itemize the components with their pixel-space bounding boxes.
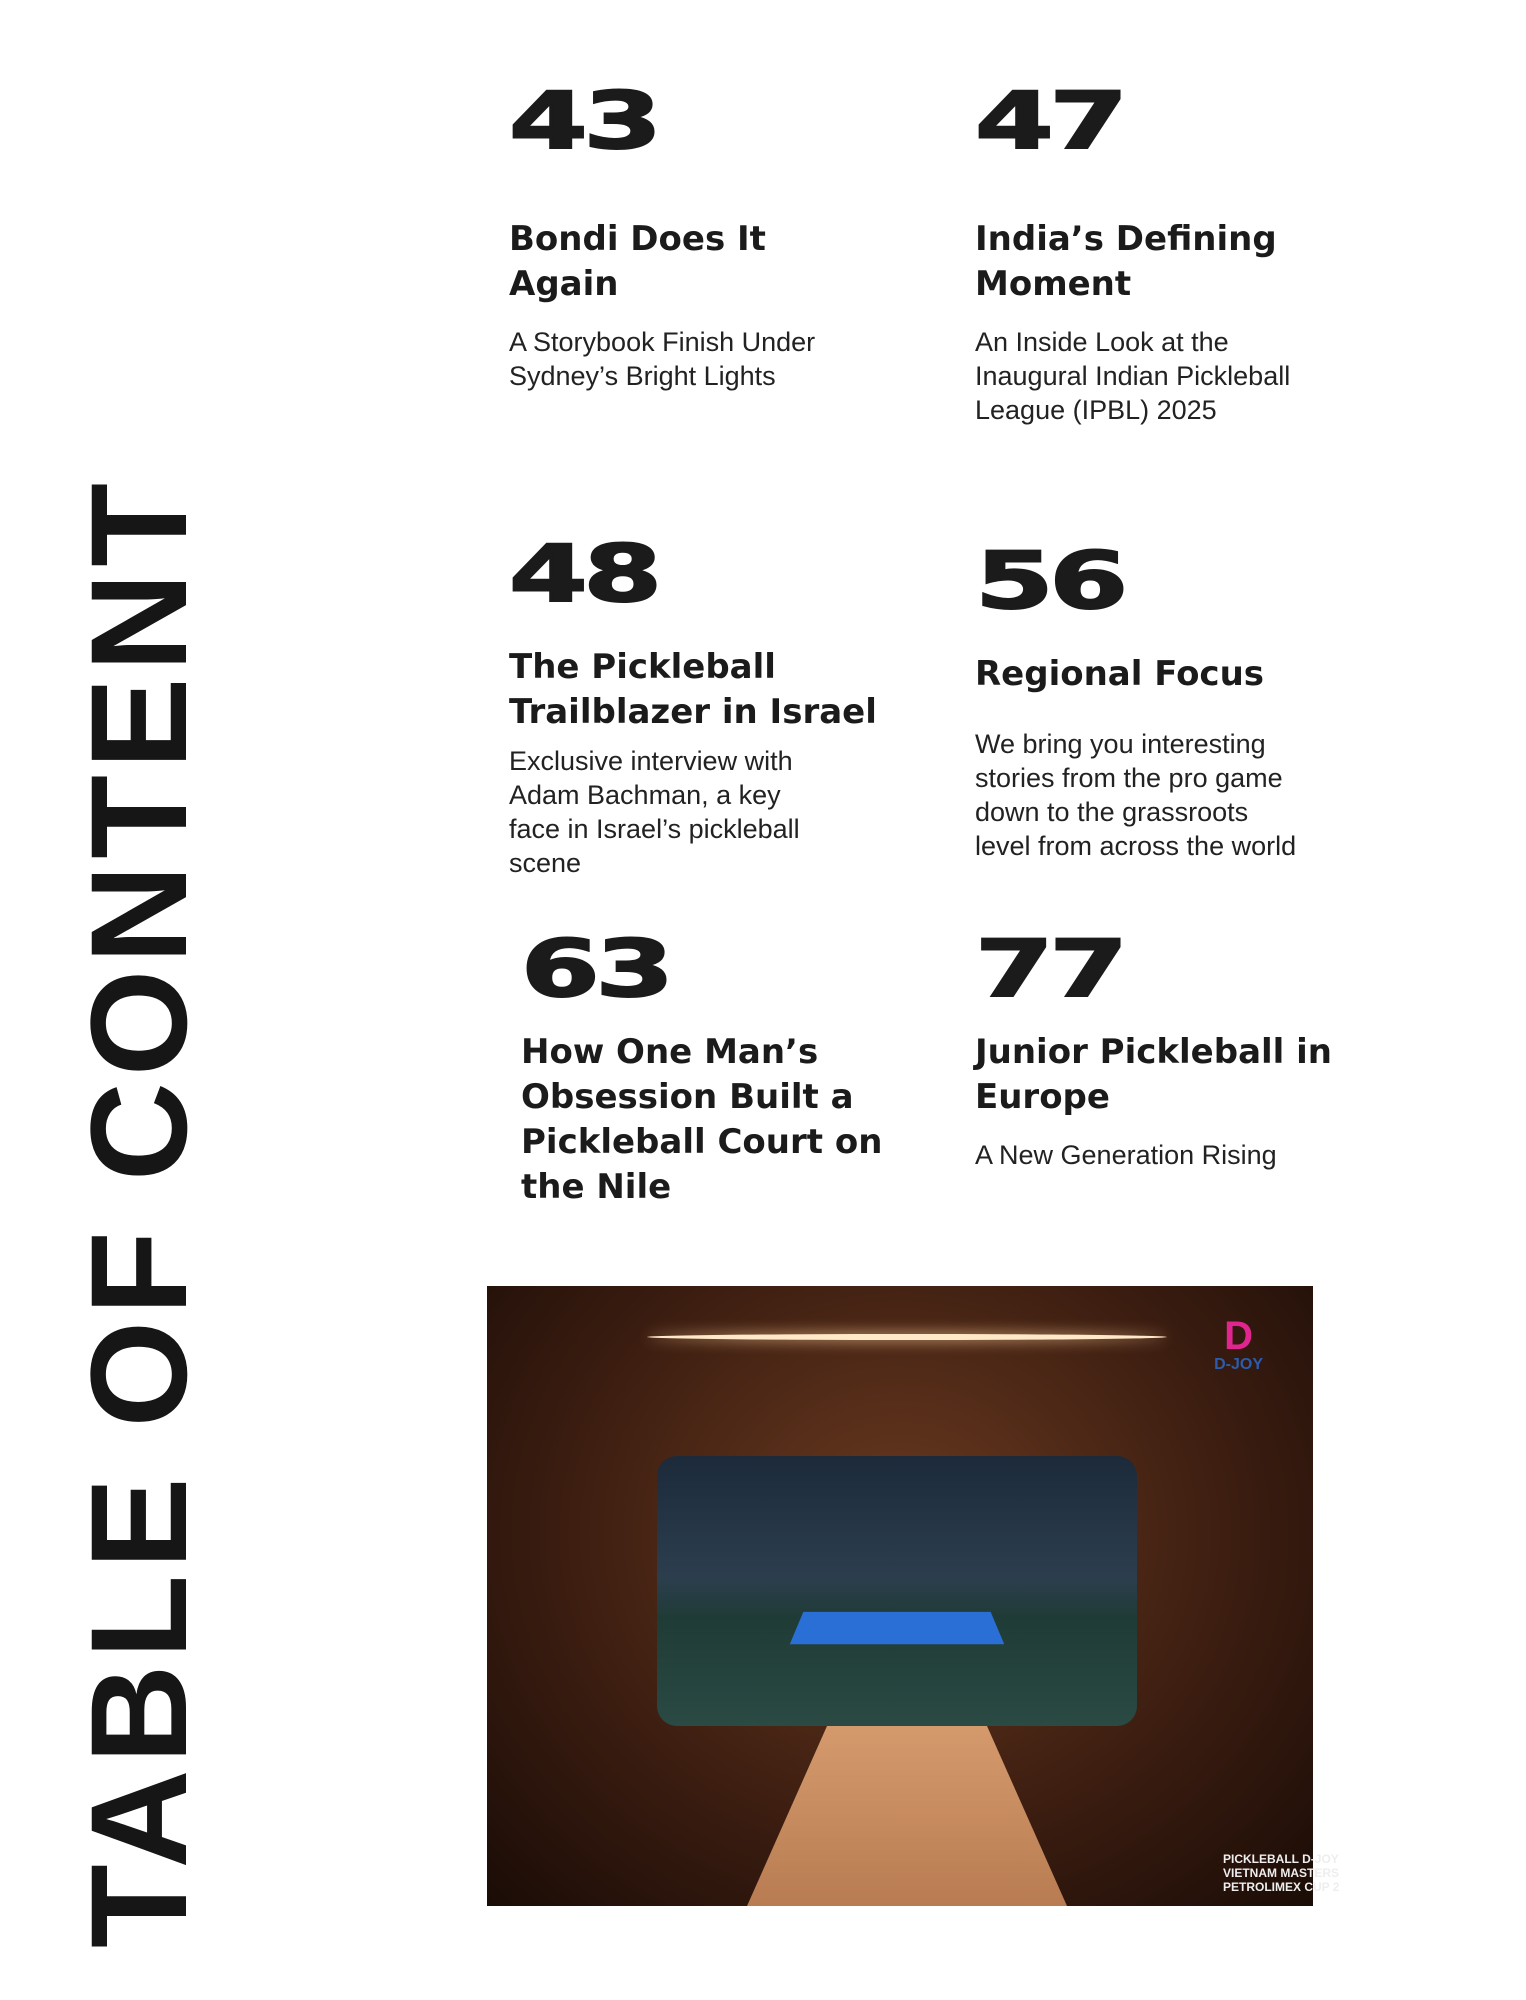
page-title: TABLE OF CONTENT [63,477,216,1948]
toc-entry[interactable] [975,77,1355,425]
event-caption: PICKLEBALL D-JOY VIETNAM MASTERS PETROLIMEX CUP 2 [1223,1852,1340,1894]
entry-title: How One Man’s Obsession Built a Pickleball Court on the Nile [521,1032,883,1207]
entry-title: Bondi Does It Again [509,219,766,304]
entry-description: We bring you interesting stories from the pro game down to the grassroots level from across the world [975,729,1297,861]
entry-description: A New Generation Rising [975,1140,1277,1170]
page-number: 56 [975,537,1124,627]
page-number: 43 [509,77,658,167]
walkway-carpet [747,1726,1067,1906]
pickleball-court [790,1612,1004,1644]
entry-title: Regional Focus [975,654,1265,694]
ceiling-light [647,1334,1167,1340]
entry-title: India’s Defining Moment [975,219,1277,304]
entry-description: Exclusive interview with Adam Bachman, a key face in Israel’s pickleball scene [509,746,800,878]
entry-description: A Storybook Finish Under Sydney’s Bright Lights [509,327,816,391]
toc-entry[interactable] [521,925,901,1215]
entry-title: Junior Pickleball in Europe [975,1032,1333,1117]
arena-interior [657,1456,1137,1726]
toc-entry[interactable] [975,925,1355,1175]
pickleball-arena-photo [487,1286,1340,1906]
entry-title: The Pickleball Trailblazer in Israel [509,647,877,732]
page-number: 63 [521,925,670,1015]
page-number: 47 [975,77,1124,167]
page-number: 77 [975,925,1124,1015]
toc-entry[interactable] [975,537,1355,887]
entry-description: An Inside Look at the Inaugural Indian Pickleball League (IPBL) 2025 [975,327,1291,425]
page-number: 48 [509,530,658,620]
toc-entry[interactable] [509,77,889,391]
toc-entry[interactable] [509,530,889,880]
djoy-logo: D D-JOY [1214,1314,1263,1373]
